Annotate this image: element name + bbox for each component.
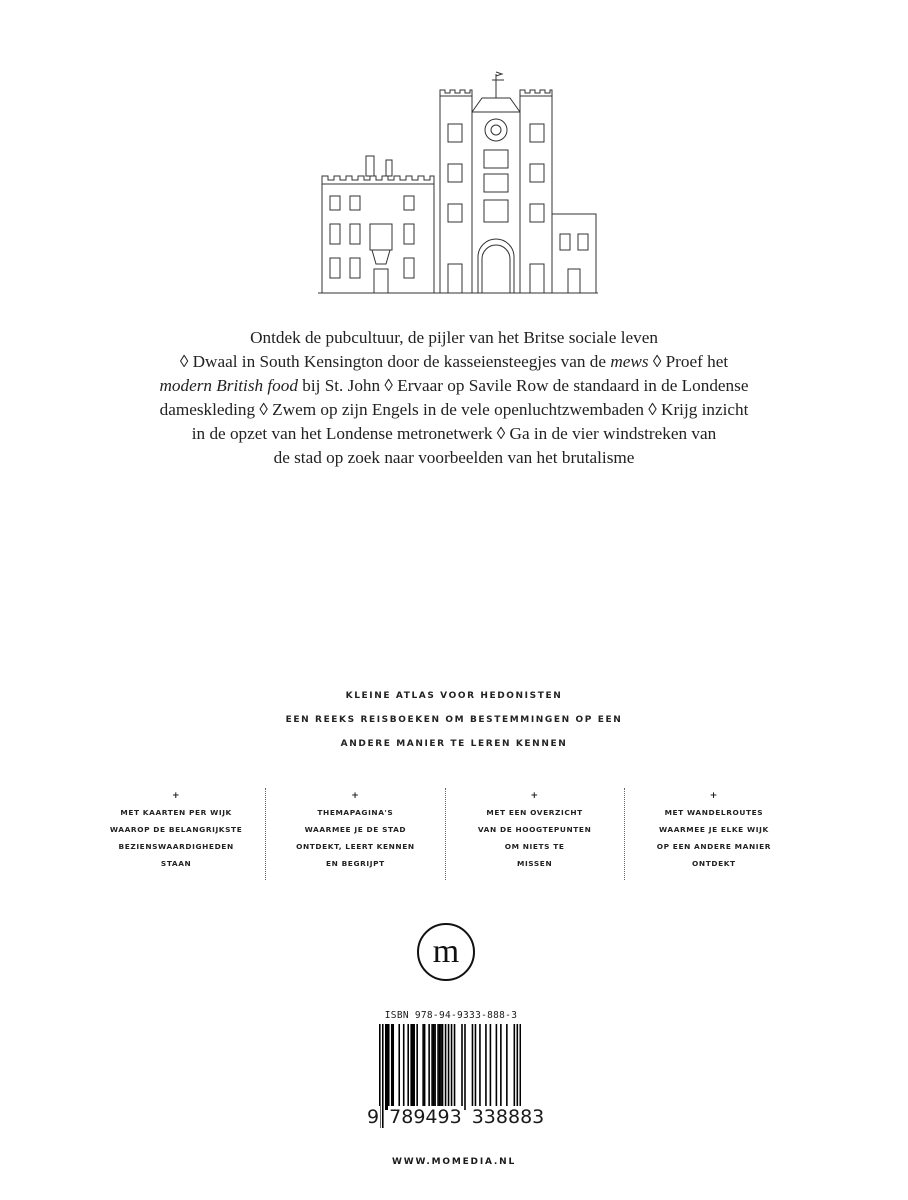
feature-column [445, 788, 624, 880]
blurb-text [150, 326, 758, 470]
blurb-italic: mews [610, 352, 649, 371]
series-description [200, 684, 708, 756]
barcode-bar [506, 1024, 508, 1110]
barcode-bar [434, 1024, 436, 1110]
barcode-bar [407, 1024, 409, 1110]
barcode-bar [472, 1024, 474, 1110]
plus-icon: + [709, 791, 718, 801]
barcode-bar [392, 1024, 394, 1110]
plus-icon: + [530, 791, 539, 801]
feature-line: MET WANDELROUTES [664, 808, 764, 817]
blurb-line: dameskleding ◊ Zwem op zijn Engels in de vele openluchtzwembaden ◊ Krijg inzicht [159, 400, 749, 419]
barcode-first-digit: 9 [367, 1106, 380, 1128]
feature-column [265, 788, 444, 880]
blurb-italic: modern British food [159, 376, 298, 395]
barcode-group-2: 338883 [471, 1106, 545, 1128]
barcode-bar [479, 1024, 481, 1110]
barcode-bar [461, 1024, 463, 1110]
palace-illustration [316, 64, 600, 296]
feature-columns [87, 788, 803, 880]
feature-line: BEZIENSWAARDIGHEDEN [118, 842, 234, 851]
feature-line: ONTDEKT, LEERT KENNEN [296, 842, 415, 851]
barcode-bar [433, 1024, 435, 1110]
feature-line: THEMAPAGINA'S [317, 808, 394, 817]
feature-line: OM NIETS TE [504, 842, 565, 851]
barcode-group-1: 789493 [389, 1106, 462, 1128]
barcode-bar [388, 1024, 390, 1110]
barcode-bar [485, 1024, 487, 1110]
blurb-line: in de opzet van het Londense metronetwerk ◊ Ga in de vier windstreken van [191, 424, 717, 443]
feature-line: WAAROP DE BELANGRIJKSTE [109, 825, 243, 834]
feature-line: OP EEN ANDERE MANIER [656, 842, 772, 851]
barcode-bar [413, 1024, 415, 1110]
feature-line: WAARMEE JE DE STAD [304, 825, 407, 834]
barcode-bar [442, 1024, 444, 1110]
barcode-bar [422, 1024, 424, 1110]
barcode-bar [500, 1024, 502, 1110]
barcode-bar [496, 1024, 498, 1110]
feature-line: VAN DE HOOGTEPUNTEN [477, 825, 592, 834]
feature-line: STAAN [160, 859, 192, 868]
blurb-line: ◊ Dwaal in South Kensington door de kasseiensteegjes van de [179, 352, 611, 371]
feature-column [87, 788, 265, 880]
barcode-bar [464, 1024, 466, 1110]
blurb-line: Ontdek de pubcultuur, de pijler van het Britse sociale leven [250, 328, 658, 347]
blurb-line: ◊ Proef het [648, 352, 729, 371]
barcode-bar [445, 1024, 447, 1110]
publisher-logo [416, 922, 476, 982]
barcode-bar [386, 1024, 388, 1110]
barcode-bar [424, 1024, 426, 1110]
barcode-bar [431, 1024, 433, 1110]
barcode-bar [475, 1024, 477, 1110]
plus-icon: + [351, 791, 360, 801]
barcode-bar [403, 1024, 405, 1110]
barcode-bar [385, 1024, 387, 1110]
feature-line: MET KAARTEN PER WIJK [120, 808, 232, 817]
barcode-bar [514, 1024, 516, 1110]
barcode-digits [366, 1106, 545, 1128]
barcode-bar [490, 1024, 492, 1110]
barcode-bar [437, 1024, 439, 1110]
series-line: EEN REEKS REISBOEKEN OM BESTEMMINGEN OP EEN [285, 715, 623, 725]
barcode-bar [440, 1024, 442, 1110]
feature-line: ONTDEKT [692, 859, 736, 868]
feature-line: EN BEGRIJPT [325, 859, 385, 868]
barcode-bar [410, 1024, 412, 1110]
barcode-bar [439, 1024, 441, 1110]
barcode-bar [391, 1024, 393, 1110]
isbn-label: ISBN 978-94-9333-888-3 [384, 1010, 518, 1021]
feature-line: MISSEN [516, 859, 553, 868]
barcode-bar [454, 1024, 456, 1110]
logo-letter: m [432, 933, 460, 970]
plus-icon: + [172, 791, 181, 801]
barcode-bar [398, 1024, 400, 1110]
blurb-line: de stad op zoek naar voorbeelden van het brutalisme [273, 448, 635, 467]
feature-line: MET EEN OVERZICHT [486, 808, 583, 817]
barcode-bar [416, 1024, 418, 1110]
series-title: KLEINE ATLAS VOOR HEDONISTEN [345, 691, 563, 701]
barcode-bar [412, 1024, 414, 1110]
barcode-bar [428, 1024, 430, 1110]
feature-line: WAARMEE JE ELKE WIJK [658, 825, 769, 834]
feature-column [624, 788, 803, 880]
series-line: ANDERE MANIER TE LEREN KENNEN [340, 739, 568, 749]
publisher-url: WWW.MOMEDIA.NL [391, 1157, 516, 1167]
blurb-line: bij St. John ◊ Ervaar op Savile Row de standaard in de Londense [297, 376, 749, 395]
